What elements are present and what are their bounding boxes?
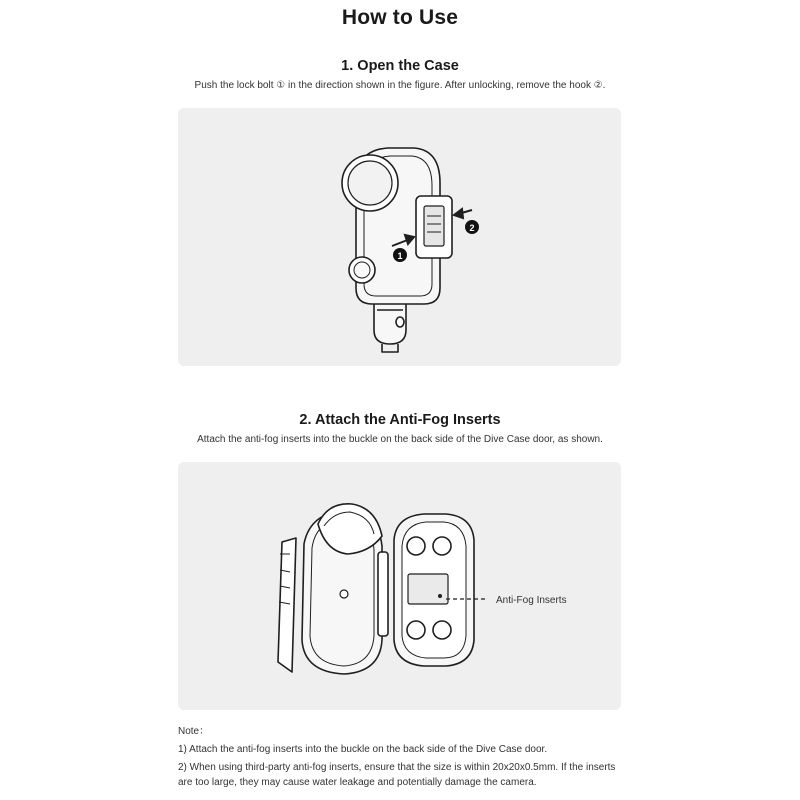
note-item-1: 1) Attach the anti-fog inserts into the buckle on the back side of the Dive Case door. [178,744,548,755]
step-2-description: Attach the anti-fog inserts into the buckle on the back side of the Dive Case door, as shown. [197,434,603,445]
anti-fog-illustration [178,462,621,710]
open-case-illustration [178,108,621,366]
anti-fog-inserts-label: Anti-Fog Inserts [496,595,567,606]
notes-heading: Note： [178,726,210,737]
step-1-description: Push the lock bolt ① in the direction shown in the figure. After unlocking, remove the hook ②. [194,80,606,91]
callout-2-label: 2 [469,223,475,233]
step-2-illustration-panel [178,462,621,710]
callout-1-label: 1 [397,251,403,261]
step-1-title: 1. Open the Case [341,58,459,74]
hinge-shape [378,552,388,636]
page-title: How to Use [341,6,459,29]
side-mount-shape [278,538,296,672]
step-1-illustration-panel [178,108,621,366]
notes-section [178,724,618,790]
step-2-title: 2. Attach the Anti-Fog Inserts [299,412,501,428]
note-item-2: 2) When using third-party anti-fog inserts, ensure that the size is within 20x20x0.5mm. If the inserts are too large, they may cause water leakage and potentially damage the camera. [178,762,616,788]
anti-fog-insert-shape [408,574,448,604]
